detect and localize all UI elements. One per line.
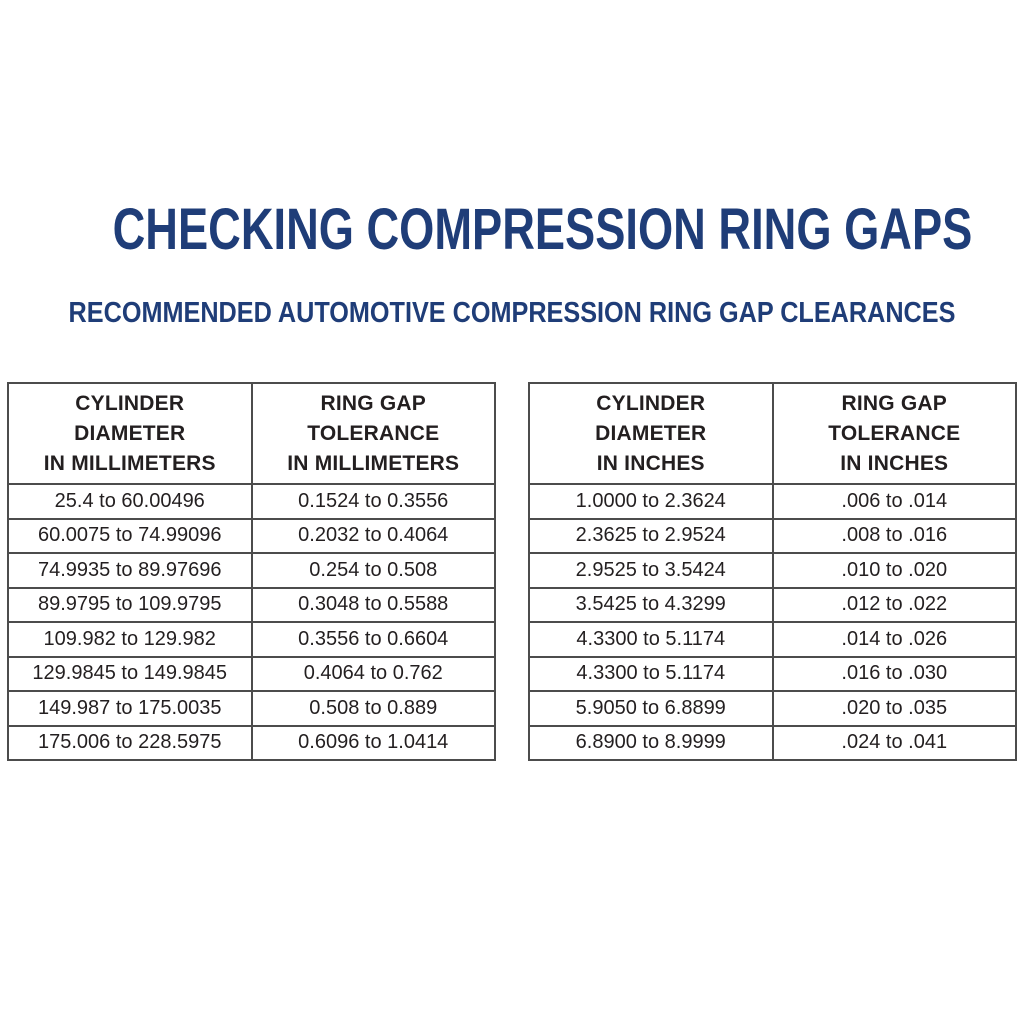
- millimeters-table-body: [8, 484, 495, 760]
- table-cell: 4.3300 to 5.1174: [529, 622, 773, 657]
- column-header-ring-gap-tolerance-inches: [773, 383, 1017, 484]
- table-cell: 149.987 to 175.0035: [8, 691, 252, 726]
- table-cell: 1.0000 to 2.3624: [529, 484, 773, 519]
- header-line: IN INCHES: [596, 451, 705, 475]
- page-title: CHECKING COMPRESSION RING GAPS: [112, 197, 973, 262]
- table-row: [529, 691, 1016, 726]
- header-line: TOLERANCE: [307, 421, 440, 445]
- header-line: RING GAP: [320, 391, 426, 415]
- table-cell: .020 to .035: [773, 691, 1017, 726]
- table-cell: 60.0075 to 74.99096: [8, 519, 252, 554]
- table-row: [8, 588, 495, 623]
- table-row: [8, 726, 495, 761]
- table-cell: 0.254 to 0.508: [252, 553, 496, 588]
- header-line: DIAMETER: [595, 421, 707, 445]
- table-cell: 0.3048 to 0.5588: [252, 588, 496, 623]
- table-cell: 2.9525 to 3.5424: [529, 553, 773, 588]
- table-cell: 0.4064 to 0.762: [252, 657, 496, 692]
- header-line: TOLERANCE: [828, 421, 961, 445]
- page-subtitle: RECOMMENDED AUTOMOTIVE COMPRESSION RING GAP CLEARANCES: [68, 297, 956, 329]
- column-header-ring-gap-tolerance-mm: [252, 383, 496, 484]
- table-row: [8, 553, 495, 588]
- table-row: [8, 484, 495, 519]
- table-row: [529, 726, 1016, 761]
- column-header-cylinder-diameter-inches: [529, 383, 773, 484]
- table-cell: 6.8900 to 8.9999: [529, 726, 773, 761]
- table-cell: 0.508 to 0.889: [252, 691, 496, 726]
- table-cell: 175.006 to 228.5975: [8, 726, 252, 761]
- table-row: [529, 657, 1016, 692]
- millimeters-table-wrapper: [7, 382, 496, 761]
- header-line: IN INCHES: [840, 451, 949, 475]
- table-cell: 4.3300 to 5.1174: [529, 657, 773, 692]
- column-header-cylinder-diameter-mm: [8, 383, 252, 484]
- header-line: IN MILLIMETERS: [43, 451, 216, 475]
- table-cell: 74.9935 to 89.97696: [8, 553, 252, 588]
- table-row: [529, 519, 1016, 554]
- table-cell: .012 to .022: [773, 588, 1017, 623]
- table-row: [529, 484, 1016, 519]
- table-cell: 0.6096 to 1.0414: [252, 726, 496, 761]
- table-row: [529, 588, 1016, 623]
- header-line: RING GAP: [841, 391, 947, 415]
- table-cell: 25.4 to 60.00496: [8, 484, 252, 519]
- table-cell: .008 to .016: [773, 519, 1017, 554]
- header-line: IN MILLIMETERS: [287, 451, 460, 475]
- table-cell: 89.9795 to 109.9795: [8, 588, 252, 623]
- table-cell: 0.2032 to 0.4064: [252, 519, 496, 554]
- header-line: CYLINDER: [75, 391, 185, 415]
- table-row: [8, 691, 495, 726]
- table-cell: .014 to .026: [773, 622, 1017, 657]
- header-row: [8, 383, 495, 484]
- table-row: [8, 622, 495, 657]
- table-cell: .010 to .020: [773, 553, 1017, 588]
- table-row: [8, 519, 495, 554]
- table-cell: 5.9050 to 6.8899: [529, 691, 773, 726]
- table-cell: 129.9845 to 149.9845: [8, 657, 252, 692]
- table-cell: .006 to .014: [773, 484, 1017, 519]
- table-cell: 3.5425 to 4.3299: [529, 588, 773, 623]
- inches-table: [528, 382, 1017, 761]
- header-row: [529, 383, 1016, 484]
- table-row: [529, 553, 1016, 588]
- inches-table-head: [529, 383, 1016, 484]
- inches-table-wrapper: [528, 382, 1017, 761]
- table-cell: 109.982 to 129.982: [8, 622, 252, 657]
- table-cell: 2.3625 to 2.9524: [529, 519, 773, 554]
- table-cell: .024 to .041: [773, 726, 1017, 761]
- table-cell: 0.1524 to 0.3556: [252, 484, 496, 519]
- table-row: [529, 622, 1016, 657]
- millimeters-table: [7, 382, 496, 761]
- table-cell: 0.3556 to 0.6604: [252, 622, 496, 657]
- millimeters-table-head: [8, 383, 495, 484]
- header-line: CYLINDER: [596, 391, 706, 415]
- header-line: DIAMETER: [74, 421, 186, 445]
- table-row: [8, 657, 495, 692]
- table-cell: .016 to .030: [773, 657, 1017, 692]
- inches-table-body: [529, 484, 1016, 760]
